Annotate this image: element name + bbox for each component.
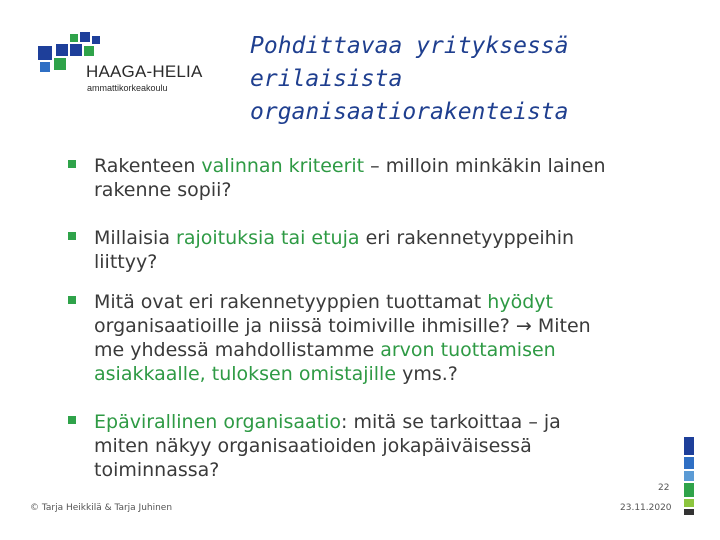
text-segment: organisaatioille ja niissä toimiville ihmisille? → Miten [94, 315, 591, 337]
bullet-line [94, 290, 674, 314]
color-bar-segment [684, 509, 694, 515]
color-bar-segment [684, 483, 694, 497]
text-segment: : mitä se tarkoittaa – ja [341, 411, 561, 433]
highlighted-term: asiakkaalle, tuloksen omistajille [94, 363, 397, 385]
bullet-text [94, 226, 674, 274]
text-segment: Mitä ovat eri rakennetyyppien tuottamat [94, 291, 488, 313]
color-bar-segment [684, 499, 694, 507]
bullet-line [94, 314, 674, 338]
text-segment: rakenne sopii? [94, 179, 232, 201]
text-segment: liittyy? [94, 251, 158, 273]
bullet-text [94, 290, 674, 386]
bullet-marker-icon [68, 296, 76, 304]
title-line: Pohdittavaa yrityksessä [250, 33, 569, 59]
text-segment: me yhdessä mahdollistamme [94, 339, 381, 361]
bullet-line [94, 226, 674, 250]
bullet-line [94, 410, 674, 434]
highlighted-term: arvon tuottamisen [380, 339, 556, 361]
footer-date: 23.11.2020 [620, 503, 672, 513]
bullet-marker-icon [68, 160, 76, 168]
title-line: organisaatiorakenteista [250, 99, 569, 125]
bullet-line [94, 362, 674, 386]
bullet-line [94, 250, 674, 274]
text-segment: Rakenteen [94, 155, 202, 177]
text-segment: Millaisia [94, 227, 177, 249]
color-bar-segment [684, 471, 694, 481]
text-segment: miten näkyy organisaatioiden jokapäiväisessä [94, 435, 532, 457]
text-segment: eri rakennetyyppeihin [359, 227, 575, 249]
highlighted-term: hyödyt [487, 291, 553, 313]
color-bar-segment [684, 437, 694, 455]
bullet-marker-icon [68, 232, 76, 240]
logo-tagline: ammattikorkeakoulu [87, 83, 168, 93]
title-line: erilaisista [250, 66, 403, 92]
bullet-line [94, 154, 674, 178]
haaga-helia-logo [38, 32, 208, 96]
highlighted-term: valinnan kriteerit [201, 155, 365, 177]
color-bar-decoration [684, 437, 694, 512]
text-segment: toiminnassa? [94, 459, 220, 481]
highlighted-term: Epävirallinen organisaatio [94, 411, 341, 433]
logo-name: HAAGA-HELIA [86, 62, 203, 81]
footer-copyright: © Tarja Heikkilä & Tarja Juhinen [30, 503, 173, 513]
bullet-line [94, 178, 674, 202]
slide-title [250, 30, 690, 129]
highlighted-term: rajoituksia tai etuja [176, 227, 360, 249]
bullet-line [94, 434, 674, 458]
bullet-text [94, 410, 674, 482]
text-segment: – milloin minkäkin lainen [364, 155, 606, 177]
bullet-line [94, 458, 674, 482]
text-segment: yms.? [396, 363, 458, 385]
bullet-line [94, 338, 674, 362]
bullet-marker-icon [68, 416, 76, 424]
bullet-text [94, 154, 674, 202]
color-bar-segment [684, 457, 694, 469]
page-number: 22 [658, 483, 670, 493]
